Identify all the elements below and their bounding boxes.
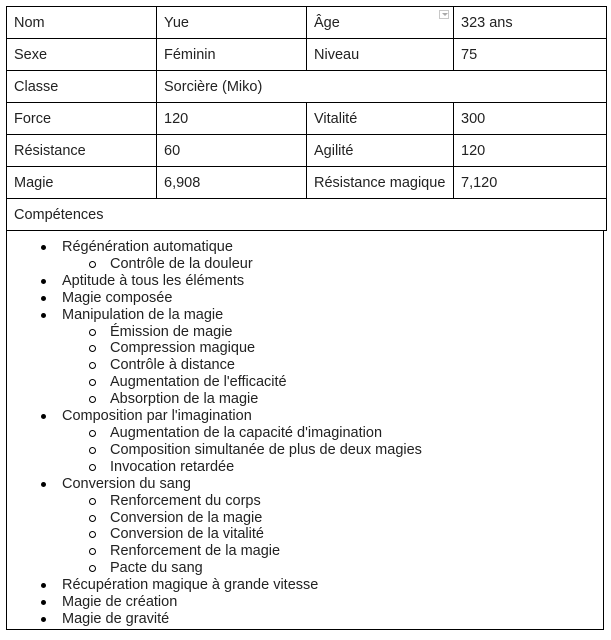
resistance-magique-label[interactable]: Résistance magique <box>307 167 454 199</box>
sub-skill-item: Conversion de la magie <box>62 510 603 527</box>
table-row <box>7 199 607 231</box>
agilite-label[interactable]: Agilité <box>307 135 454 167</box>
table-row <box>7 39 607 71</box>
skill-label: Magie de création <box>62 594 178 611</box>
age-label: Âge <box>314 14 340 31</box>
skill-item <box>7 476 603 577</box>
sub-skill-item: Renforcement de la magie <box>62 543 603 560</box>
sub-skill-item: Pacte du sang <box>62 560 603 577</box>
skill-label: Magie de gravité <box>62 610 170 627</box>
skill-item <box>7 594 603 611</box>
skill-label: Manipulation de la magie <box>62 306 224 323</box>
magie-value[interactable]: 6,908 <box>157 167 307 199</box>
skill-label: Récupération magique à grande vitesse <box>62 577 319 594</box>
sexe-value[interactable]: Féminin <box>157 39 307 71</box>
vitalite-value[interactable]: 300 <box>454 103 607 135</box>
competences-header[interactable]: Compétences <box>7 199 607 231</box>
skill-item <box>7 611 603 628</box>
force-value[interactable]: 120 <box>157 103 307 135</box>
nom-label[interactable]: Nom <box>7 7 157 39</box>
niveau-value[interactable]: 75 <box>454 39 607 71</box>
skill-label: Aptitude à tous les éléments <box>62 272 245 289</box>
sub-skills-list <box>62 256 603 273</box>
sub-skill-item: Contrôle à distance <box>62 357 603 374</box>
classe-label[interactable]: Classe <box>7 71 157 103</box>
table-row <box>7 135 607 167</box>
table-row <box>7 103 607 135</box>
vitalite-label[interactable]: Vitalité <box>307 103 454 135</box>
sub-skill-item: Émission de magie <box>62 324 603 341</box>
age-value[interactable]: 323 ans <box>454 7 607 39</box>
table-row <box>7 167 607 199</box>
niveau-label[interactable]: Niveau <box>307 39 454 71</box>
classe-value[interactable]: Sorcière (Miko) <box>157 71 607 103</box>
table-row <box>7 71 607 103</box>
skill-label: Composition par l'imagination <box>62 408 252 425</box>
sub-skill-item: Augmentation de la capacité d'imagination <box>62 425 603 442</box>
sub-skill-item: Invocation retardée <box>62 459 603 476</box>
sub-skill-item: Composition simultanée de plus de deux magies <box>62 442 603 459</box>
stats-table <box>6 6 607 231</box>
sub-skill-item: Compression magique <box>62 340 603 357</box>
sub-skill-item: Conversion de la vitalité <box>62 526 603 543</box>
sub-skills-list <box>62 425 603 476</box>
character-sheet <box>6 6 604 630</box>
resistance-value[interactable]: 60 <box>157 135 307 167</box>
magie-label[interactable]: Magie <box>7 167 157 199</box>
nom-value[interactable]: Yue <box>157 7 307 39</box>
filter-dropdown-icon[interactable] <box>439 10 449 19</box>
sub-skills-list <box>62 324 603 409</box>
skill-label: Conversion du sang <box>62 475 191 492</box>
skill-item <box>7 290 603 307</box>
skill-item <box>7 577 603 594</box>
skill-label: Régénération automatique <box>62 239 233 255</box>
skills-list <box>7 239 603 628</box>
table-row <box>7 7 607 39</box>
resistance-magique-value[interactable]: 7,120 <box>454 167 607 199</box>
skills-cell[interactable] <box>6 231 604 630</box>
sub-skill-item: Renforcement du corps <box>62 493 603 510</box>
skill-label: Magie composée <box>62 289 173 306</box>
sub-skill-item: Absorption de la magie <box>62 391 603 408</box>
sub-skill-item: Contrôle de la douleur <box>62 256 603 273</box>
force-label[interactable]: Force <box>7 103 157 135</box>
skill-item <box>7 273 603 290</box>
sub-skills-list <box>62 493 603 578</box>
age-label-cell[interactable] <box>307 7 454 39</box>
sexe-label[interactable]: Sexe <box>7 39 157 71</box>
agilite-value[interactable]: 120 <box>454 135 607 167</box>
sub-skill-item: Augmentation de l'efficacité <box>62 374 603 391</box>
skill-item <box>7 307 603 408</box>
skill-item <box>7 239 603 273</box>
skill-item <box>7 408 603 476</box>
resistance-label[interactable]: Résistance <box>7 135 157 167</box>
